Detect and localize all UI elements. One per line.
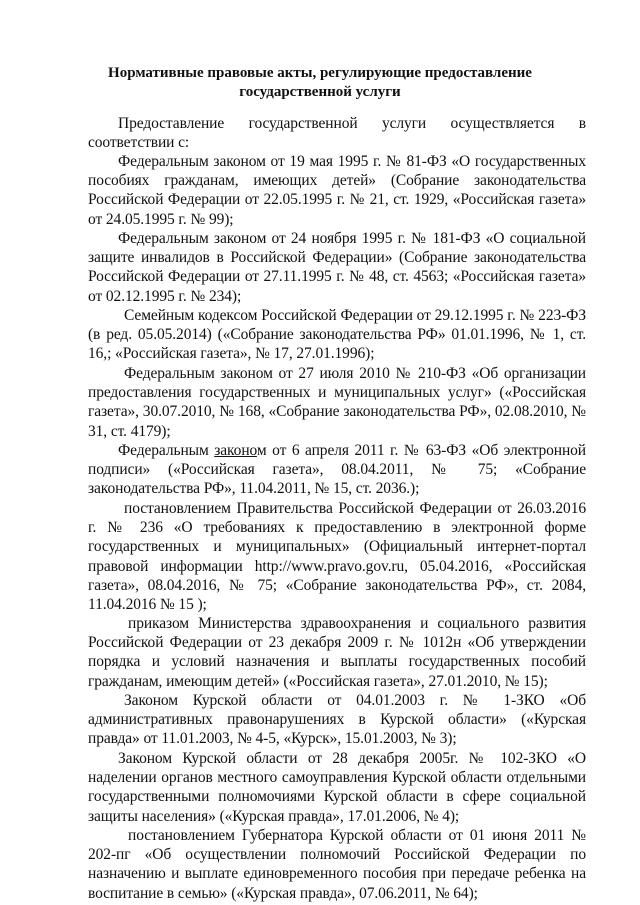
act-federal-law-210: Федеральным законом от 27 июля 2010 № 210-ФЗ «Об организации предоставления государственных и муниципальных услуг» («Российская газета», 30.07.2010, № 168, «Собрание законодательства РФ», 02.08.2010, № 31, ст. 4179); (88, 365, 586, 440)
act-kursk-law-1-zko: Законом Курской области от 04.01.2003 г. № 1-ЗКО «Об административных правонарушениях в Курской области» («Курская правда» от 11.01.2003, № 4-5, «Курск», 15.01.2003, № 3); (88, 692, 586, 748)
act-federal-law-81: Федеральным законом от 19 мая 1995 г. № 81-ФЗ «О государственных пособиях гражданам, имеющих детей» (Собрание законодательства Российской Федерации от 22.05.1995 г. № 21, ст. 1929, «Российская газета» от 24.05.1995 г. № 99); (88, 153, 586, 228)
title-line-1: Нормативные правовые акты, регулирующие предоставление (108, 65, 532, 81)
page-title (70, 64, 570, 102)
act-ministry-order-1012n: приказом Министерства здравоохранения и социального развития Российской Федерации от 23 декабря 2009 г. № 1012н «Об утверждении порядка и условий назначения и выплаты государственных пособий гражданам, имеющим детей» («Российская газета», 27.01.2010, № 15); (88, 615, 586, 690)
act-governor-decree-202: постановлением Губернатора Курской области от 01 июня 2011 № 202-пг «Об осуществлении полномочий Российской Федерации по назначению и выплате единовременного пособия при передаче ребенка на воспитание в семью» («Курская правда», 07.06.2011, № 64); (88, 827, 586, 902)
act-63-text-end: м от 6 апреля 2011 г. № 63-ФЗ «Об электронной подписи» («Российская газета», 08.04.2011, № 75; «Собрание законодательства РФ», 11.04.2011, № 15, ст. 2036.); (88, 442, 587, 498)
intro-paragraph: Предоставление государственной услуги осуществляется в соответствии с: (88, 115, 586, 152)
act-government-decree-236: постановлением Правительства Российской Федерации от 26.03.2016 г. № 236 «О требованиях к предоставлению в электронной форме государственных и муниципальных» (Официальный интернет-портал правовой информации http://www.pravo.gov.ru, 05.04.2016, «Российская газета», 08.04.2016, № 75; «Собрание законодательства РФ», ст. 2084, 11.04.2016 № 15 ); (88, 500, 586, 614)
act-federal-law-181: Федеральным законом от 24 ноября 1995 г. № 181-ФЗ «О социальной защите инвалидов в Российской Федерации» (Собрание законодательства Российской Федерации от 27.11.1995 г. № 48, ст. 4563; «Российская газета» от 02.12.1995 г. № 234); (88, 230, 586, 305)
act-family-code: Семейным кодексом Российской Федерации от 29.12.1995 г. № 223-ФЗ (в ред. 05.05.2014) («Собрание законодательства РФ» 01.01.1996, № 1, ст. 16,; «Российская газета», № 17, 27.01.1996); (88, 307, 586, 363)
act-kursk-law-102-zko: Законом Курской области от 28 декабря 2005г. № 102-ЗКО «О наделении органов местного самоуправления Курской области отдельными государственными полномочиями Курской области в сфере социальной защиты населения» («Курская правда», 17.01.2006, № 4); (88, 750, 586, 825)
act-63-underlined-word: законо (214, 442, 257, 459)
act-63-text-start: Федеральным (118, 442, 215, 459)
act-federal-law-63 (88, 441, 586, 499)
title-line-2: государственной услуги (239, 84, 401, 100)
